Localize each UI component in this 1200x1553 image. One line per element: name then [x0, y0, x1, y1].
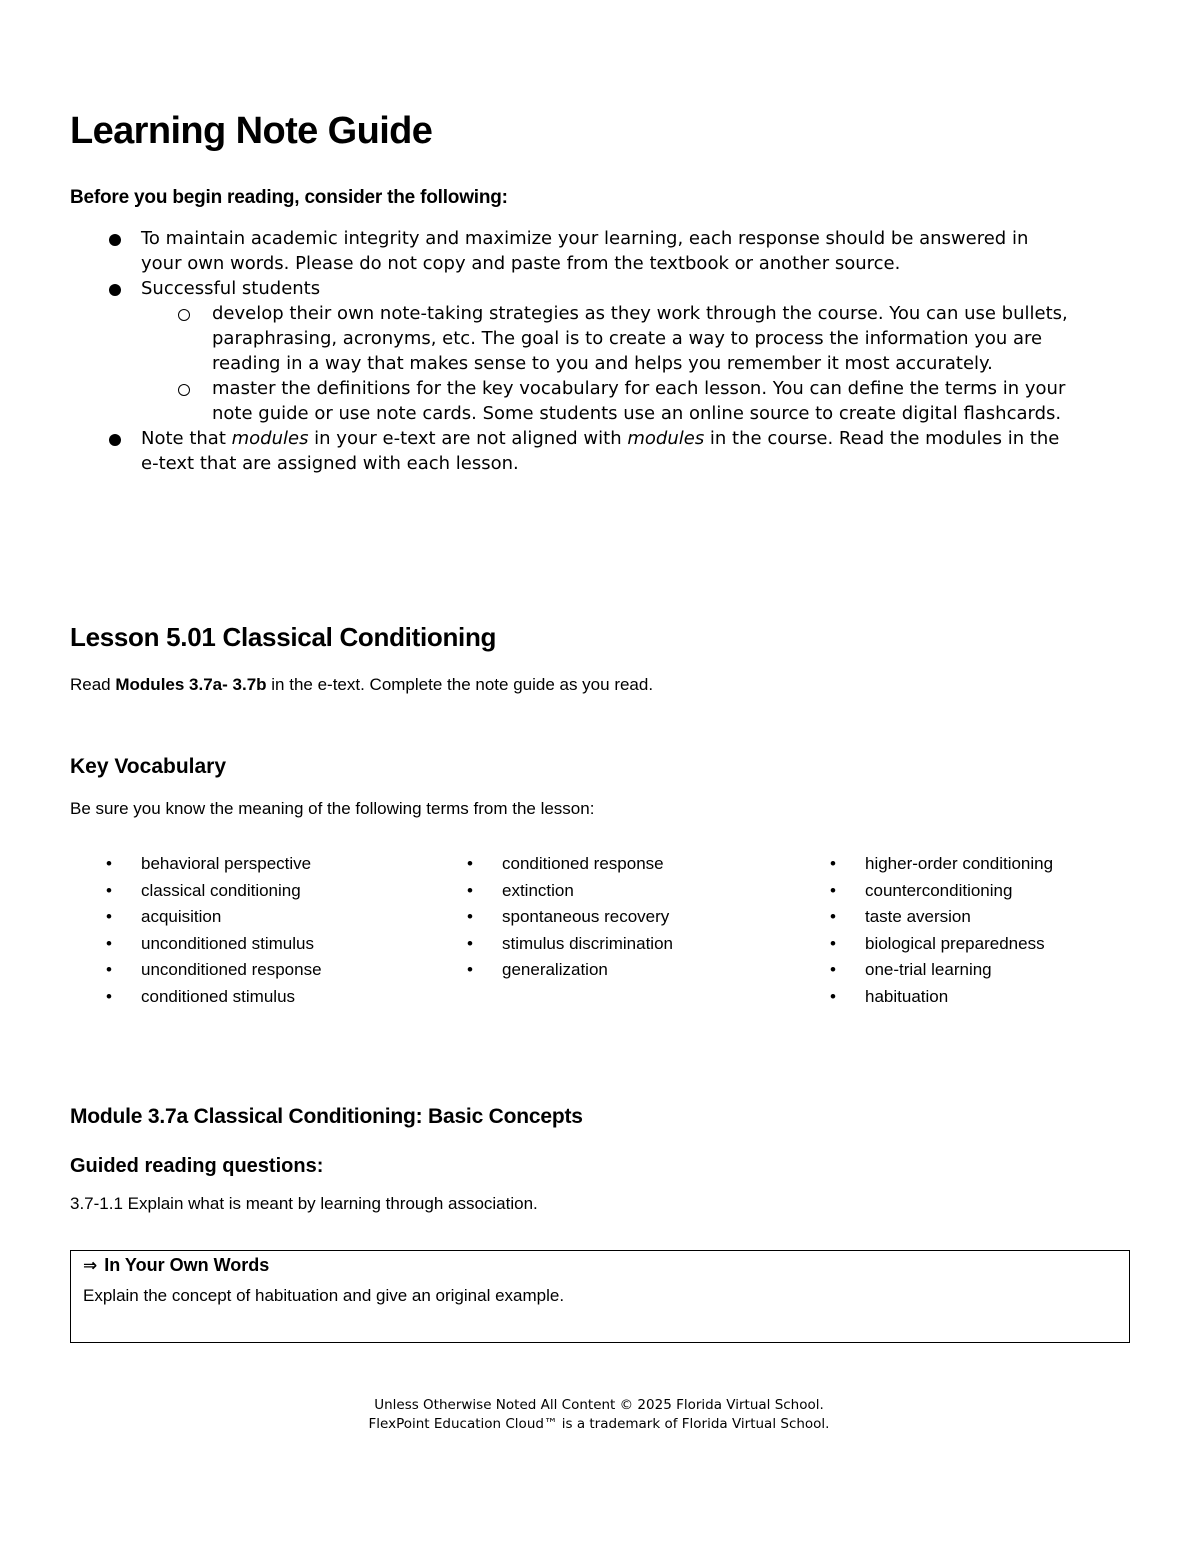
lesson-heading: Lesson 5.01 Classical Conditioning — [70, 622, 497, 652]
vocab-term-text: conditioned stimulus — [141, 986, 296, 1006]
module-heading: Module 3.7a Classical Conditioning: Basic Concepts — [70, 1105, 583, 1128]
vocab-column-2 — [464, 851, 724, 984]
bullet-icon — [109, 234, 121, 246]
vocab-term — [464, 904, 724, 931]
bullet-icon: • — [830, 933, 836, 953]
intro-item-text: Successful students — [141, 278, 321, 299]
vocab-term — [464, 851, 724, 878]
vocab-term — [827, 984, 1087, 1011]
sub-item-text: master the definitions for the key vocabulary for each lesson. You can define the terms in your note guide or use note cards. Some students use an online source to create digital flashcards. — [212, 378, 1066, 424]
vocab-term — [103, 851, 343, 878]
intro-item-text: To maintain academic integrity and maximize your learning, each response should be answered in your own words. Please do not copy and paste from the textbook or another source. — [141, 228, 1029, 274]
intro-list — [70, 226, 1070, 476]
bullet-icon: • — [830, 960, 836, 979]
hollow-bullet-icon — [178, 309, 190, 321]
sub-item-text: develop their own note-taking strategies as they work through the course. You can use bullets, paraphrasing, acronyms, etc. The goal is to create a way to process the information you are reading in a way that makes sense to you and helps you remember it most accurately. — [212, 303, 1068, 374]
vocab-term — [103, 904, 343, 931]
vocab-term-text: stimulus discrimination — [502, 933, 673, 953]
vocab-term-text: conditioned response — [502, 854, 664, 873]
text-run: Note that — [141, 428, 232, 449]
vocab-term-text: one-trial learning — [865, 960, 992, 979]
list-item — [70, 426, 1070, 476]
key-vocabulary-intro: Be sure you know the meaning of the following terms from the lesson: — [70, 799, 595, 818]
bullet-icon: • — [106, 960, 112, 979]
right-arrow-icon: ⇒ — [83, 1256, 98, 1276]
page-title: Learning Note Guide — [70, 110, 433, 152]
vocab-term-text: generalization — [502, 960, 608, 979]
vocab-term-text: acquisition — [141, 907, 222, 926]
vocab-term — [103, 957, 343, 984]
bullet-icon: • — [106, 933, 112, 953]
bullet-icon — [109, 434, 121, 446]
sub-list-item — [70, 376, 1070, 426]
text-run: in the course. Read the modules in the e-text that are assigned with each lesson. — [141, 428, 1060, 474]
bullet-icon: • — [106, 854, 112, 873]
italic-text: modules — [231, 428, 309, 449]
text-run: in the e-text. Complete the note guide as you read. — [266, 675, 654, 694]
footer-copyright: Unless Otherwise Noted All Content © 2025 Florida Virtual School. — [374, 1397, 824, 1413]
vocab-term-text: habituation — [865, 986, 949, 1006]
box-heading-text: In Your Own Words — [104, 1255, 270, 1275]
vocab-term — [464, 931, 724, 958]
bullet-icon: • — [467, 960, 473, 979]
vocab-term — [827, 957, 1087, 984]
reading-instruction — [70, 675, 653, 695]
text-run: Read — [70, 675, 116, 694]
sub-list-item — [70, 301, 1070, 376]
vocab-term-text: classical conditioning — [141, 880, 301, 900]
vocab-term-text: taste aversion — [865, 907, 971, 926]
vocab-term-text: biological preparedness — [865, 933, 1045, 953]
vocab-term — [464, 957, 724, 984]
vocab-term-text: extinction — [502, 880, 574, 900]
italic-text: modules — [627, 428, 705, 449]
bullet-icon: • — [467, 880, 473, 900]
intro-item-text — [141, 428, 1059, 474]
vocab-term-text: behavioral perspective — [141, 854, 312, 873]
list-item — [70, 226, 1070, 276]
vocab-term — [827, 931, 1087, 958]
vocab-column-3 — [827, 851, 1087, 1010]
vocab-term-text: counterconditioning — [865, 880, 1013, 900]
intro-heading: Before you begin reading, consider the following: — [70, 187, 508, 208]
bullet-icon — [109, 284, 121, 296]
in-your-own-words-box — [70, 1250, 1130, 1343]
bullet-icon: • — [830, 907, 836, 926]
vocab-term — [827, 904, 1087, 931]
vocab-term — [103, 984, 343, 1011]
bold-text: Modules 3.7a- 3.7b — [115, 675, 267, 694]
vocab-term — [103, 878, 343, 905]
guided-questions-heading: Guided reading questions: — [70, 1155, 324, 1177]
box-prompt: Explain the concept of habituation and give an original example. — [83, 1286, 565, 1305]
bullet-icon: • — [467, 854, 473, 873]
bullet-icon: • — [830, 880, 836, 900]
bullet-icon: • — [467, 907, 473, 926]
sub-list — [141, 301, 1070, 426]
footer — [0, 1396, 1200, 1434]
vocab-term — [464, 878, 724, 905]
box-heading — [83, 1255, 269, 1276]
bullet-icon: • — [830, 854, 836, 873]
vocab-column-1 — [103, 851, 343, 1010]
bullet-icon: • — [106, 986, 112, 1006]
text-run: in your e-text are not aligned with — [308, 428, 628, 449]
bullet-icon: • — [106, 880, 112, 900]
vocab-term-text: spontaneous recovery — [502, 907, 670, 926]
vocab-term — [827, 878, 1087, 905]
bullet-icon: • — [830, 986, 836, 1006]
footer-trademark: FlexPoint Education Cloud™ is a trademark of Florida Virtual School. — [368, 1416, 830, 1432]
vocab-term-text: higher-order conditioning — [865, 854, 1054, 873]
key-vocabulary-heading: Key Vocabulary — [70, 755, 227, 778]
guided-question: 3.7-1.1 Explain what is meant by learning through association. — [70, 1194, 538, 1213]
vocab-term — [103, 931, 343, 958]
bullet-icon: • — [467, 933, 473, 953]
vocab-term-text: unconditioned stimulus — [141, 933, 314, 953]
vocab-term-text: unconditioned response — [141, 960, 322, 979]
hollow-bullet-icon — [178, 384, 190, 396]
vocab-term — [827, 851, 1087, 878]
bullet-icon: • — [106, 907, 112, 926]
list-item — [70, 276, 1070, 426]
